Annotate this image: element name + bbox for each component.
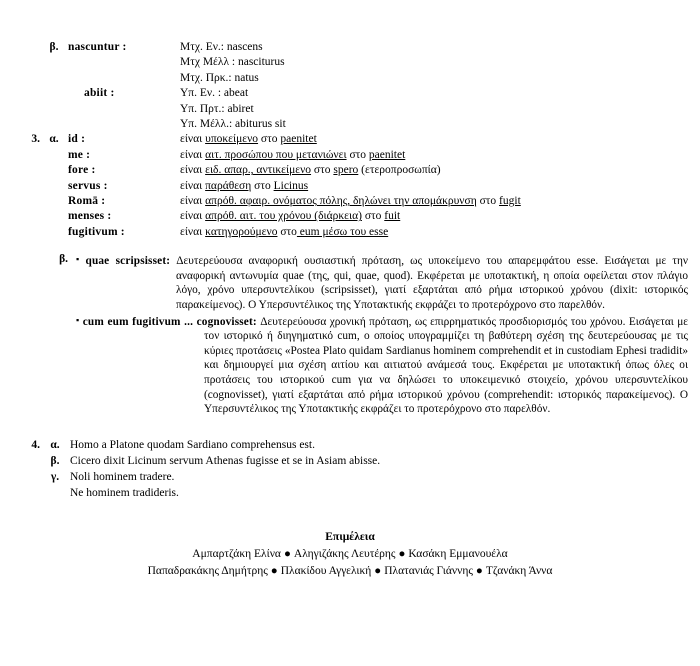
entry-middle: στο [251,179,274,192]
entry-underlined-target: paenitet [280,133,317,146]
section-number: 3. [31,133,40,146]
entry-underlined-target: Licinus [273,179,309,192]
conjugation-row [10,55,690,70]
credit-name: Κασάκη Εμμανουέλα [408,548,508,561]
entry-underlined-target: fuit [384,210,401,223]
latin-sentence-row [10,437,690,453]
section-number: 4. [31,438,40,451]
syntax-paragraphs-section [10,252,690,417]
bullet-icon: ▪ [76,314,80,325]
credit-name: Παπαδρακάκης Δημήτρης [147,564,268,577]
entry-underlined-role: παράθεση [205,179,252,192]
entry-underlined-role: απρόθ. αφαιρ. ονόματος πόλης, δηλώνει την απομάκρυνση [205,195,477,208]
syntax-list-row [10,132,690,147]
entry-lemma: fugitivum : [68,225,125,238]
item-text: Homo a Platone quodam Sardiano comprehensus est. [70,438,315,451]
latin-sentence-row [10,469,690,485]
footer-credits [10,529,690,580]
credit-name: Πλατανιάς Γιάννης [384,564,473,577]
separator-icon: ● [270,564,278,577]
entry-lemma: id : [68,133,86,146]
entry-prefix: είναι [180,148,206,161]
credit-name: Τζανάκη Άννα [485,564,553,577]
entry-prefix: είναι [180,225,206,238]
conjugation-row [10,102,690,117]
syntax-paragraph-body [76,252,690,312]
entry-middle: στο [346,148,369,161]
row-lemma: nascuntur : [68,41,127,53]
conjugation-section [10,40,690,132]
entry-suffix: (ετεροπροσωπία) [358,164,441,177]
entry-value [180,209,690,224]
syntax-list-row [10,194,690,209]
conjugation-row [10,40,690,55]
entry-prefix: είναι [180,179,206,192]
paragraph-text: Δευτερεύουσα χρονική πρόταση, ως επιρρηματικός προσδιορισμός του χρόνου. Εισάγεται με τον ιστορικό ή διηγηματικό cum, ο οποίος υπογραμμίζει τη βαθύτερη σχέση της δευτερεύουσας με τις κύριες προτάσεις «Postea Plato quidam Sardianus hominem comprehendit et in custodiam Ephesi tradidit» και δημιουργεί μια σχέση αιτίου και αιτιατού ανάμεσά τους. Εκφέρεται με υποτακτική όπως όλες οι προτάσεις του ιστορικού cum για να δηλώσει το υποκειμενικό στοιχείο, χρόνου υπερσυντελίκου (cognovisset), γιατί εξαρτάται από ρήμα ιστορικού χρόνου (comprehendit: ιστορικός παρακείμενος). Ο Υπερσυντέλικος της Υποτακτικής εκφράζει το προτερόχρονο στο παρελθόν. [204,315,689,416]
credit-name: Αμπαρτζάκη Ελίνα [192,548,281,561]
entry-underlined-role: αιτ. προσώπου που μετανιώνει [205,148,347,161]
entry-middle: στο [311,164,334,177]
entry-lemma: Romā : [68,195,106,208]
entry-middle: στο [277,225,297,238]
item-text: Cicero dixit Licinum servum Athenas fugisse et se in Asiam abisse. [70,454,381,467]
entry-middle: στο [361,210,385,223]
conjugation-row [10,71,690,86]
row-value: Υπ. Πρτ.: abiret [180,102,254,115]
entry-underlined-role: απρόθ. αιτ. του χρόνου (διάρκεια) [205,210,362,223]
entry-underlined-target: spero [333,164,359,177]
syntax-list-row [10,179,690,194]
section-greek-letter: α. [49,133,59,146]
item-greek-letter: α. [50,438,60,451]
entry-underlined-role: ειδ. απαρ., αντικείμενο [205,164,312,177]
entry-lemma: servus : [68,179,108,192]
row-value: Μτχ. Πρκ.: natus [180,71,259,84]
item-greek-letter: β. [50,454,60,467]
entry-value [180,148,690,163]
entry-underlined-role: υποκείμενο [205,133,259,146]
entry-underlined-target: fugit [499,195,521,208]
entry-prefix: είναι [180,133,206,146]
syntax-paragraph-item [10,313,690,417]
latin-sentence-extra-row [10,485,690,501]
syntax-list-row [10,225,690,240]
separator-icon: ● [374,564,382,577]
entry-value [180,225,690,240]
row-value: Μτχ. Εν.: nascens [180,41,263,53]
row-greek-letter: β. [49,41,59,53]
entry-value [180,163,690,178]
row-value: Υπ. Μέλλ.: abiturus sit [180,118,286,131]
footer-title: Επιμέλεια [325,530,375,543]
separator-icon: ● [283,548,291,561]
conjugation-row [10,117,690,132]
row-lemma: abiit : [84,87,115,100]
footer-names-line-2 [10,563,690,580]
syntax-paragraph-item [10,252,690,312]
footer-names-line-1 [10,546,690,563]
item-text: Noli hominem tradere. [70,470,175,483]
entry-prefix: είναι [180,210,206,223]
conjugation-row [10,86,690,101]
paragraph-heading: cum eum fugitivum ... cognovisset: [82,315,257,328]
syntax-paragraph-body [76,313,690,417]
paragraph-heading: quae scripsisset: [85,255,171,268]
entry-prefix: είναι [180,164,206,177]
latin-sentence-row [10,453,690,469]
entry-lemma: me : [68,148,91,161]
syntax-list-row [10,209,690,224]
item-greek-letter: γ. [50,470,60,483]
entry-value [180,132,690,147]
latin-sentences-section [10,437,690,501]
syntax-list-row [10,163,690,178]
entry-value [180,179,690,194]
entry-underlined-role: κατηγορούμενο [205,225,278,238]
bullet-icon: ▪ [76,254,83,265]
section-greek-letter: β. [59,253,68,266]
entry-lemma: fore : [68,164,96,177]
entry-value [180,194,690,209]
entry-lemma: menses : [68,210,112,223]
row-value: Μτχ Μέλλ : nasciturus [180,56,285,69]
separator-icon: ● [475,564,483,577]
row-value: Υπ. Εν. : abeat [180,87,249,100]
separator-icon: ● [398,548,406,561]
credit-name: Πλακίδου Αγγελική [280,564,372,577]
entry-middle: στο [258,133,281,146]
entry-middle: στο [476,195,500,208]
paragraph-text: Δευτερεύουσα αναφορική ουσιαστική πρόταση, ως υποκείμενο του απαρεμφάτου esse. Εισάγεται με την αναφορική αντωνυμία quae (της, qui, quae, quod). Εκφέρεται με υποτακτική, η οποία οφείλεται στον πλάγιο λόγο, χρόνο υπερσυντελίκου (scripsisset), γιατί εξαρτάται από ρήμα ιστορικού χρόνου (dixit: ιστορικός παρακείμενος). Ο Υπερσυντέλικος της Υποτακτικής εκφράζει το προτερόχρονο στο παρελθόν. [176,255,688,312]
entry-underlined-target: eum μέσω του esse [296,225,389,238]
entry-underlined-target: paenitet [368,148,406,161]
extra-text: Ne hominem tradideris. [70,486,179,499]
syntax-list-section [10,132,690,240]
entry-prefix: είναι [180,195,206,208]
credit-name: Αληγιζάκης Λευτέρης [293,548,396,561]
syntax-list-row [10,148,690,163]
